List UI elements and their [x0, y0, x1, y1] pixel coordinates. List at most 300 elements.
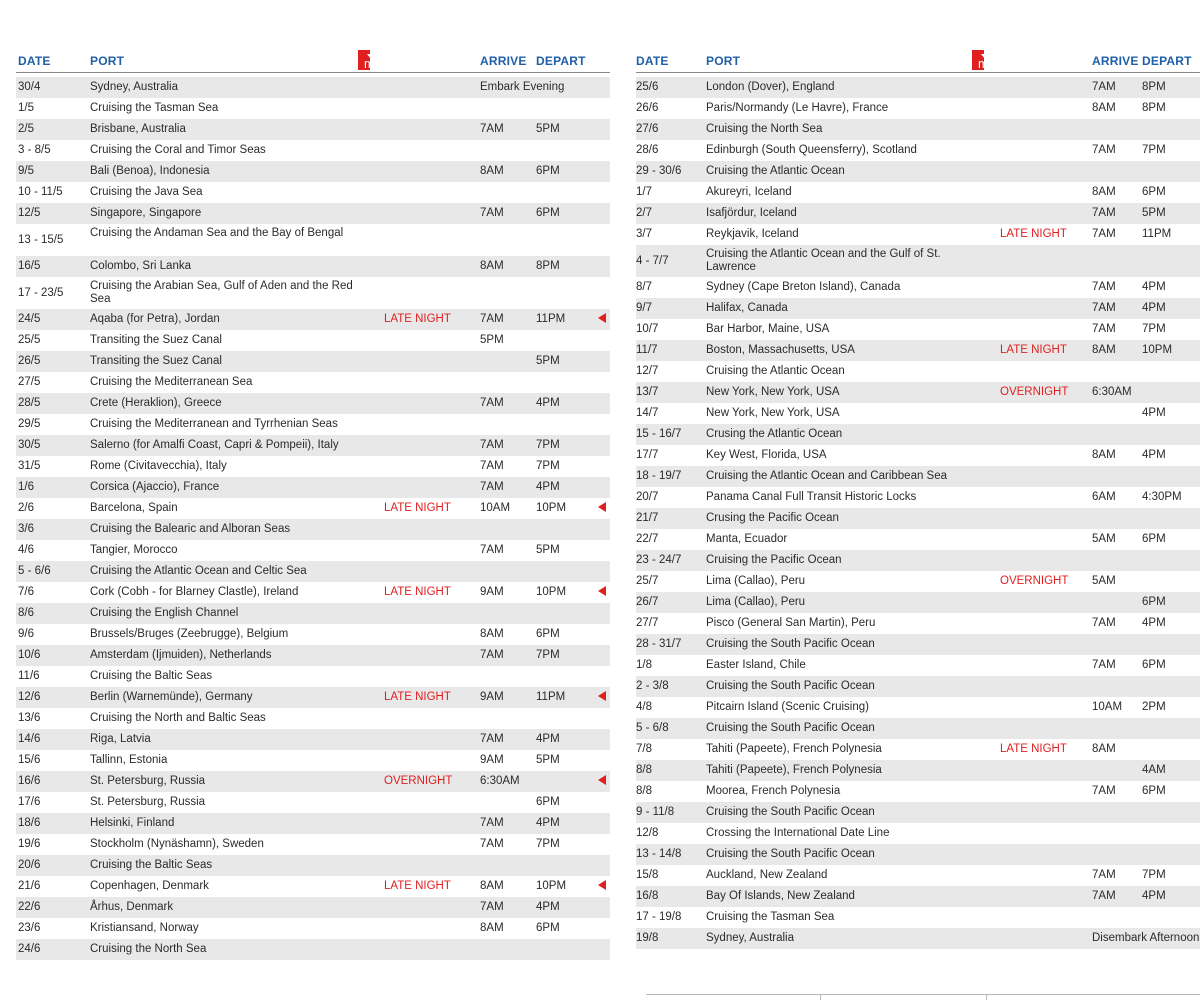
- port-cell: Panama Canal Full Transit Historic Locks: [706, 491, 917, 503]
- depart-cell: 8PM: [536, 260, 560, 272]
- arrive-cell: 7AM: [1092, 617, 1116, 629]
- port-cell: Singapore, Singapore: [90, 207, 202, 219]
- port-cell: Cruising the South Pacific Ocean: [706, 722, 875, 734]
- note-cell: LATE NIGHT: [384, 691, 451, 703]
- depart-cell: 5PM: [1142, 207, 1166, 219]
- port-cell: Salerno (for Amalfi Coast, Capri & Pompeii), Italy: [90, 439, 339, 451]
- date-cell: 8/8: [636, 785, 652, 797]
- port-cell: Bar Harbor, Maine, USA: [706, 323, 830, 335]
- date-cell: 7/6: [18, 586, 34, 598]
- port-cell: Brisbane, Australia: [90, 123, 186, 135]
- note-cell: LATE NIGHT: [384, 502, 451, 514]
- table-row: [16, 645, 610, 666]
- port-cell: Reykjavik, Iceland: [706, 228, 799, 240]
- depart-cell: 5PM: [536, 123, 560, 135]
- date-cell: 9 - 11/8: [636, 806, 675, 818]
- table-row: [636, 592, 1200, 613]
- port-cell: Edinburgh (South Queensferry), Scotland: [706, 144, 917, 156]
- date-cell: 8/8: [636, 764, 652, 776]
- depart-cell: 4PM: [536, 481, 560, 493]
- more-ashore-dropdown[interactable]: [972, 50, 1051, 71]
- table-row: [16, 140, 610, 161]
- depart-cell: 10PM: [1142, 344, 1173, 356]
- depart-cell: 4:30PM: [1142, 491, 1182, 503]
- date-cell: 10/6: [18, 649, 41, 661]
- depart-cell: 4PM: [536, 817, 560, 829]
- port-cell: Boston, Massachusetts, USA: [706, 344, 855, 356]
- table-row: [636, 508, 1200, 529]
- date-cell: 27/5: [18, 376, 41, 388]
- date-cell: 17 - 23/5: [18, 287, 64, 299]
- date-cell: 28/5: [18, 397, 41, 409]
- port-cell: Paris/Normandy (Le Havre), France: [706, 102, 889, 114]
- depart-cell: 5PM: [536, 754, 560, 766]
- date-cell: 18 - 19/7: [636, 470, 682, 482]
- table-row: [636, 781, 1200, 802]
- date-cell: 19/8: [636, 932, 659, 944]
- table-row: [636, 319, 1200, 340]
- table-row: [16, 771, 610, 792]
- table-row: [636, 245, 1200, 277]
- table-row: [636, 203, 1200, 224]
- arrive-cell: 8AM: [480, 165, 504, 177]
- date-cell: 19/6: [18, 838, 41, 850]
- depart-cell: 7PM: [536, 838, 560, 850]
- arrive-cell: 6:30AM: [480, 775, 520, 787]
- arrive-cell: 7AM: [480, 544, 504, 556]
- date-cell: 30/4: [18, 81, 41, 93]
- arrive-cell: 8AM: [1092, 102, 1116, 114]
- port-cell: Cruising the South Pacific Ocean: [706, 806, 875, 818]
- table-row: [636, 550, 1200, 571]
- table-row: [636, 886, 1200, 907]
- date-cell: 25/7: [636, 575, 659, 587]
- arrive-cell: 7AM: [480, 123, 504, 135]
- depart-cell: 11PM: [536, 313, 566, 325]
- port-cell: Crete (Heraklion), Greece: [90, 397, 222, 409]
- itinerary-table-left: [16, 77, 610, 960]
- depart-cell: 6PM: [536, 628, 560, 640]
- port-cell: St. Petersburg, Russia: [90, 796, 206, 808]
- date-cell: 21/7: [636, 512, 659, 524]
- table-row: [16, 519, 610, 540]
- depart-cell: 6PM: [536, 796, 560, 808]
- table-row: [636, 182, 1200, 203]
- date-cell: 26/6: [636, 102, 659, 114]
- arrive-cell: 7AM: [1092, 207, 1116, 219]
- port-cell: Transiting the Suez Canal: [90, 334, 222, 346]
- table-row: [16, 256, 610, 277]
- date-cell: 4 - 7/7: [636, 255, 669, 267]
- port-cell: Helsinki, Finland: [90, 817, 175, 829]
- table-row: [636, 77, 1200, 98]
- date-cell: 2 - 3/8: [636, 680, 669, 692]
- date-cell: 23 - 24/7: [636, 554, 682, 566]
- table-row: [16, 603, 610, 624]
- highlight-marker-icon: [598, 880, 606, 890]
- table-row: [16, 161, 610, 182]
- highlight-marker-icon: [598, 502, 606, 512]
- port-cell: Moorea, French Polynesia: [706, 785, 841, 797]
- depart-cell: 6PM: [1142, 785, 1166, 797]
- date-cell: 5 - 6/8: [636, 722, 669, 734]
- date-cell: 11/6: [18, 670, 40, 682]
- table-row: [16, 834, 610, 855]
- table-row: [636, 823, 1200, 844]
- itinerary-right-column: [636, 50, 1200, 949]
- note-cell: OVERNIGHT: [1000, 386, 1069, 398]
- table-row: [16, 98, 610, 119]
- port-cell: Tahiti (Papeete), French Polynesia: [706, 743, 882, 755]
- date-cell: 16/6: [18, 775, 41, 787]
- table-row: [636, 844, 1200, 865]
- table-row: [16, 330, 610, 351]
- depart-cell: 6PM: [1142, 186, 1166, 198]
- depart-cell: 10PM: [536, 880, 567, 892]
- arrive-cell: 7AM: [480, 397, 504, 409]
- table-row: [636, 119, 1200, 140]
- table-row: [16, 918, 610, 939]
- table-row: [636, 403, 1200, 424]
- date-cell: 18/6: [18, 817, 41, 829]
- arrive-cell: 7AM: [1092, 869, 1116, 881]
- arrive-header: ARRIVE: [480, 54, 527, 68]
- date-cell: 28/6: [636, 144, 659, 156]
- table-row: [16, 309, 610, 330]
- date-cell: 12/8: [636, 827, 659, 839]
- table-row: [16, 792, 610, 813]
- table-row: [636, 676, 1200, 697]
- date-cell: 5 - 6/6: [18, 565, 51, 577]
- table-row: [16, 687, 610, 708]
- port-cell: Key West, Florida, USA: [706, 449, 827, 461]
- port-header: PORT: [706, 54, 741, 68]
- depart-header: DEPART: [1142, 54, 1192, 68]
- table-row: [16, 855, 610, 876]
- depart-cell: 4AM: [1142, 764, 1166, 776]
- table-row: [16, 119, 610, 140]
- port-cell: Århus, Denmark: [90, 901, 174, 913]
- port-cell: Halifax, Canada: [706, 302, 788, 314]
- note-cell: LATE NIGHT: [1000, 344, 1067, 356]
- date-cell: 31/5: [18, 460, 41, 472]
- date-cell: 7/8: [636, 743, 652, 755]
- port-cell: Lima (Callao), Peru: [706, 575, 806, 587]
- date-cell: 29 - 30/6: [636, 165, 682, 177]
- table-row: [636, 571, 1200, 592]
- port-cell: Crusing the Pacific Ocean: [706, 512, 839, 524]
- highlight-marker-icon: [598, 775, 606, 785]
- port-cell: Cruising the Atlantic Ocean and Celtic Sea: [90, 565, 307, 577]
- table-row: [636, 298, 1200, 319]
- depart-cell: 7PM: [1142, 144, 1166, 156]
- table-row: [636, 466, 1200, 487]
- port-cell: Cruising the Java Sea: [90, 186, 203, 198]
- depart-cell: 5PM: [536, 544, 560, 556]
- table-row: [16, 897, 610, 918]
- date-cell: 20/7: [636, 491, 659, 503]
- table-header-left: [16, 50, 610, 73]
- date-cell: 26/5: [18, 355, 41, 367]
- port-cell: Corsica (Ajaccio), France: [90, 481, 220, 493]
- footer-tick: [986, 994, 987, 1000]
- date-cell: 12/6: [18, 691, 41, 703]
- date-cell: 29/5: [18, 418, 41, 430]
- depart-cell: 4PM: [1142, 302, 1166, 314]
- table-row: [16, 666, 610, 687]
- more-ashore-dropdown[interactable]: [358, 50, 437, 71]
- port-cell: Bay Of Islands, New Zealand: [706, 890, 855, 902]
- date-cell: 23/6: [18, 922, 41, 934]
- port-cell: Cruising the Mediterranean and Tyrrhenian Seas: [90, 418, 338, 430]
- arrive-cell: 5AM: [1092, 533, 1116, 545]
- arrive-cell: 8AM: [480, 922, 504, 934]
- date-cell: 10/7: [636, 323, 659, 335]
- table-row: [636, 739, 1200, 760]
- table-row: [16, 708, 610, 729]
- arrive-cell: Disembark Afternoon: [1092, 932, 1200, 944]
- date-cell: 12/7: [636, 365, 659, 377]
- arrive-cell: 7AM: [1092, 281, 1116, 293]
- date-cell: 26/7: [636, 596, 659, 608]
- date-cell: 21/6: [18, 880, 41, 892]
- arrive-cell: 7AM: [1092, 144, 1116, 156]
- arrive-header: ARRIVE: [1092, 54, 1139, 68]
- table-row: [636, 928, 1200, 949]
- footer-tick: [820, 994, 821, 1000]
- date-cell: 2/6: [18, 502, 34, 514]
- date-cell: 24/5: [18, 313, 41, 325]
- arrive-cell: 8AM: [1092, 186, 1116, 198]
- arrive-cell: 7AM: [480, 313, 504, 325]
- note-cell: LATE NIGHT: [384, 880, 451, 892]
- depart-cell: 7PM: [536, 460, 560, 472]
- arrive-cell: 6AM: [1092, 491, 1116, 503]
- depart-cell: 7PM: [1142, 869, 1166, 881]
- depart-cell: 8PM: [1142, 81, 1166, 93]
- port-cell: Amsterdam (Ijmuiden), Netherlands: [90, 649, 272, 661]
- table-row: [636, 865, 1200, 886]
- date-cell: 2/7: [636, 207, 652, 219]
- table-row: [16, 77, 610, 98]
- depart-cell: 10PM: [536, 586, 567, 598]
- port-cell: Cruising the Atlantic Ocean and the Gulf of St. Lawrence: [706, 248, 941, 273]
- note-cell: LATE NIGHT: [1000, 228, 1067, 240]
- date-cell: 17 - 19/8: [636, 911, 682, 923]
- date-cell: 25/5: [18, 334, 41, 346]
- port-cell: Crusing the Atlantic Ocean: [706, 428, 843, 440]
- port-cell: Tangier, Morocco: [90, 544, 178, 556]
- table-row: [16, 456, 610, 477]
- arrive-cell: 7AM: [480, 649, 504, 661]
- depart-cell: 4PM: [1142, 449, 1166, 461]
- arrive-cell: 7AM: [1092, 81, 1116, 93]
- depart-cell: 7PM: [536, 439, 560, 451]
- depart-cell: 8PM: [1142, 102, 1166, 114]
- table-row: [636, 361, 1200, 382]
- table-row: [16, 182, 610, 203]
- table-row: [16, 729, 610, 750]
- arrive-cell: 8AM: [480, 628, 504, 640]
- date-cell: 4/8: [636, 701, 652, 713]
- port-cell: Pitcairn Island (Scenic Cruising): [706, 701, 869, 713]
- table-row: [16, 561, 610, 582]
- port-cell: Colombo, Sri Lanka: [90, 260, 191, 272]
- chevron-down-icon: [367, 54, 375, 59]
- depart-cell: 5PM: [536, 355, 560, 367]
- port-cell: Sydney, Australia: [706, 932, 795, 944]
- port-cell: Kristiansand, Norway: [90, 922, 199, 934]
- date-cell: 12/5: [18, 207, 41, 219]
- port-cell: Akureyri, Iceland: [706, 186, 792, 198]
- depart-cell: 11PM: [536, 691, 566, 703]
- depart-cell: 2PM: [1142, 701, 1166, 713]
- depart-cell: 4PM: [536, 901, 560, 913]
- table-row: [636, 613, 1200, 634]
- date-header: DATE: [18, 54, 51, 68]
- port-cell: Barcelona, Spain: [90, 502, 178, 514]
- port-cell: Tallinn, Estonia: [90, 754, 168, 766]
- date-cell: 1/5: [18, 102, 34, 114]
- table-row: [636, 161, 1200, 182]
- table-row: [636, 697, 1200, 718]
- table-row: [636, 718, 1200, 739]
- port-cell: Rome (Civitavecchia), Italy: [90, 460, 227, 472]
- port-cell: Cruising the North Sea: [706, 123, 823, 135]
- arrive-cell: 6:30AM: [1092, 386, 1132, 398]
- date-cell: 13 - 15/5: [18, 234, 64, 246]
- port-cell: Cruising the South Pacific Ocean: [706, 848, 875, 860]
- table-row: [636, 529, 1200, 550]
- table-row: [16, 876, 610, 897]
- arrive-cell: 9AM: [480, 754, 504, 766]
- port-cell: Lima (Callao), Peru: [706, 596, 806, 608]
- date-cell: 1/6: [18, 481, 34, 493]
- arrive-cell: 8AM: [480, 880, 504, 892]
- table-header-right: [636, 50, 1200, 73]
- port-cell: Cruising the Tasman Sea: [90, 102, 219, 114]
- port-cell: Crossing the International Date Line: [706, 827, 890, 839]
- table-row: [636, 382, 1200, 403]
- date-cell: 20/6: [18, 859, 41, 871]
- date-cell: 13 - 14/8: [636, 848, 682, 860]
- port-cell: Cruising the Atlantic Ocean: [706, 365, 845, 377]
- table-row: [636, 802, 1200, 823]
- date-cell: 10 - 11/5: [18, 186, 63, 198]
- arrive-cell: 9AM: [480, 586, 504, 598]
- depart-cell: 6PM: [536, 922, 560, 934]
- port-cell: Brussels/Bruges (Zeebrugge), Belgium: [90, 628, 289, 640]
- date-cell: 13/7: [636, 386, 659, 398]
- table-row: [636, 487, 1200, 508]
- port-cell: Cruising the Atlantic Ocean and Caribbean Sea: [706, 470, 948, 482]
- arrive-cell: 7AM: [1092, 302, 1116, 314]
- itinerary-left-column: [16, 50, 610, 960]
- arrive-cell: 7AM: [480, 817, 504, 829]
- port-cell: Transiting the Suez Canal: [90, 355, 222, 367]
- port-cell: Cruising the Tasman Sea: [706, 911, 835, 923]
- port-cell: Easter Island, Chile: [706, 659, 806, 671]
- port-cell: New York, New York, USA: [706, 386, 840, 398]
- table-row: [636, 224, 1200, 245]
- port-cell: Auckland, New Zealand: [706, 869, 828, 881]
- arrive-cell: 7AM: [1092, 228, 1116, 240]
- table-row: [16, 351, 610, 372]
- arrive-cell: 7AM: [480, 460, 504, 472]
- arrive-cell: 7AM: [1092, 659, 1116, 671]
- depart-cell: 4PM: [1142, 407, 1166, 419]
- chevron-down-icon: [981, 54, 989, 59]
- table-row: [16, 498, 610, 519]
- arrive-cell: 7AM: [1092, 785, 1116, 797]
- date-cell: 14/6: [18, 733, 41, 745]
- more-ashore-label[interactable]: more ashore: [978, 57, 1051, 71]
- table-row: [16, 435, 610, 456]
- port-cell: Cruising the Baltic Seas: [90, 670, 213, 682]
- date-cell: 22/6: [18, 901, 41, 913]
- arrive-cell: 5AM: [1092, 575, 1116, 587]
- note-cell: OVERNIGHT: [1000, 575, 1069, 587]
- table-row: [16, 582, 610, 603]
- arrive-cell: 9AM: [480, 691, 504, 703]
- arrive-cell: 8AM: [480, 260, 504, 272]
- table-row: [636, 634, 1200, 655]
- table-row: [16, 414, 610, 435]
- port-cell: Pisco (General San Martin), Peru: [706, 617, 876, 629]
- depart-cell: 6PM: [1142, 659, 1166, 671]
- table-row: [636, 140, 1200, 161]
- arrive-cell: 7AM: [1092, 323, 1116, 335]
- depart-cell: 7PM: [536, 649, 560, 661]
- date-cell: 16/8: [636, 890, 659, 902]
- table-row: [636, 760, 1200, 781]
- depart-cell: 6PM: [1142, 596, 1166, 608]
- arrive-cell: 5PM: [480, 334, 504, 346]
- table-row: [16, 372, 610, 393]
- note-cell: LATE NIGHT: [384, 586, 451, 598]
- port-cell: Isafjördur, Iceland: [706, 207, 797, 219]
- port-cell: Cruising the South Pacific Ocean: [706, 638, 875, 650]
- arrive-cell: Embark Evening: [480, 81, 565, 93]
- port-cell: London (Dover), England: [706, 81, 835, 93]
- port-cell: Manta, Ecuador: [706, 533, 788, 545]
- port-cell: Stockholm (Nynäshamn), Sweden: [90, 838, 264, 850]
- table-row: [16, 393, 610, 414]
- table-row: [636, 98, 1200, 119]
- table-row: [16, 750, 610, 771]
- date-cell: 14/7: [636, 407, 659, 419]
- arrive-cell: 10AM: [1092, 701, 1123, 713]
- port-cell: Cruising the Mediterranean Sea: [90, 376, 253, 388]
- note-cell: LATE NIGHT: [1000, 743, 1067, 755]
- date-cell: 27/6: [636, 123, 659, 135]
- date-cell: 28 - 31/7: [636, 638, 682, 650]
- date-cell: 17/6: [18, 796, 41, 808]
- port-cell: Cruising the Andaman Sea and the Bay of Bengal: [90, 227, 344, 239]
- port-cell: Bali (Benoa), Indonesia: [90, 165, 210, 177]
- date-cell: 4/6: [18, 544, 34, 556]
- arrive-cell: 8AM: [1092, 344, 1116, 356]
- date-cell: 13/6: [18, 712, 41, 724]
- date-cell: 9/7: [636, 302, 652, 314]
- depart-cell: 4PM: [1142, 890, 1166, 902]
- more-ashore-label[interactable]: more ashore: [364, 57, 437, 71]
- date-cell: 24/6: [18, 943, 41, 955]
- date-cell: 11/7: [636, 344, 658, 356]
- depart-cell: 6PM: [536, 207, 560, 219]
- date-cell: 17/7: [636, 449, 659, 461]
- arrive-cell: 7AM: [480, 733, 504, 745]
